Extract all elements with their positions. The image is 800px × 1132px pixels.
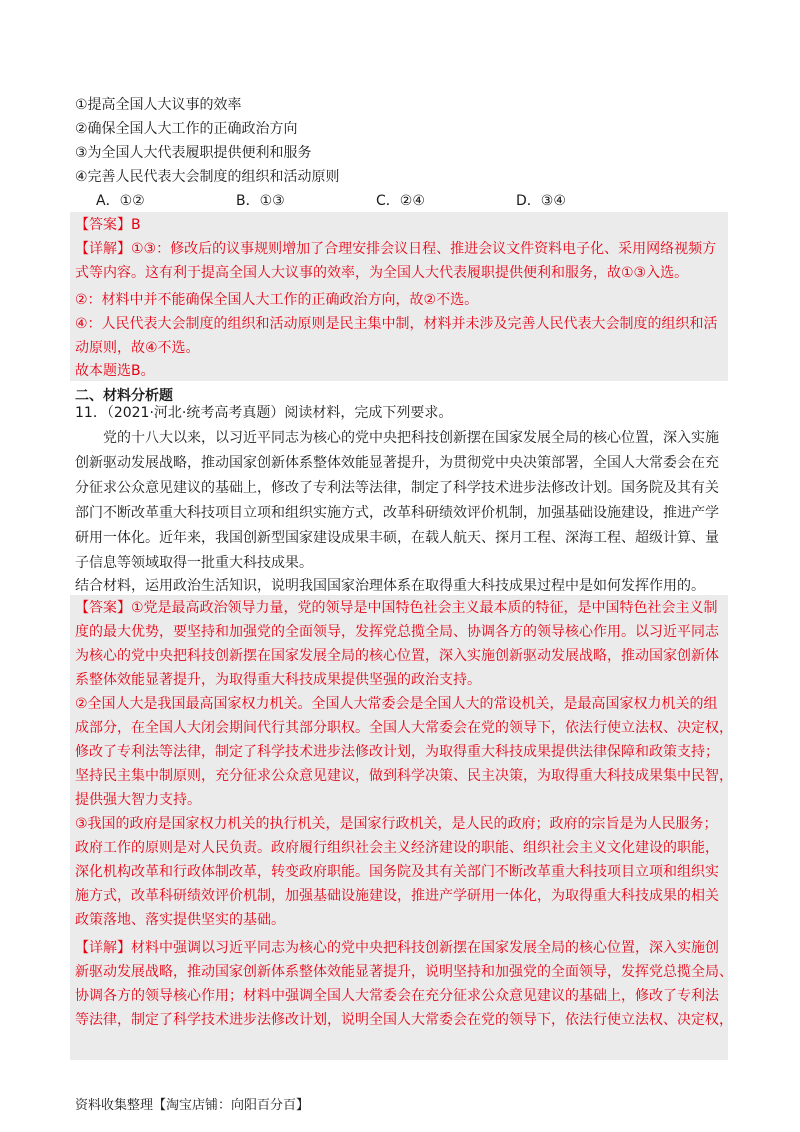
answer-2-line: 等法律，制定了科学技术进步法修改计划，说明全国人大常委会在党的领导下，依法行使立法权、决定权，: [75, 1012, 733, 1028]
detail-1-line: ④：人民代表大会制度的组织和活动原则是民主集中制，材料并未涉及完善人民代表大会制度的组织和活: [75, 316, 718, 332]
choice-row: [96, 191, 656, 211]
material-line: 分征求公众意见建议的基础上，修改了专利法等法律，制定了科学技术进步法修改计划。国务院及其有关: [75, 480, 719, 496]
answer-2-line: 坚持民主集中制原则，充分征求公众意见建议，做到科学决策、民主决策，为取得重大科技成果集中民智，: [75, 768, 733, 784]
material-line: 研用一体化。近年来，我国创新型国家建设成果丰硕，在载人航天、探月工程、深海工程、超级计算、量: [75, 530, 719, 546]
answer-2-line: 提供强大智力支持。: [75, 792, 201, 808]
detail-1-line: ②：材料中并不能确保全国人大工作的正确政治方向，故②不选。: [75, 292, 479, 308]
answer-2-line: 施方式，改革科研绩效评价机制，加强基础设施建设，推进产学研用一体化，为取得重大科技成果的相关: [75, 888, 719, 904]
answer-2-line: 【答案】①党是最高政治领导力量，党的领导是中国特色社会主义最本质的特征，是中国特色社会主义制: [75, 600, 718, 616]
page-footer: 资料收集整理【淘宝店铺：向阳百分百】: [75, 1098, 310, 1113]
question-prompt: 结合材料，运用政治生活知识，说明我国国家治理体系在取得重大科技成果过程中是如何发挥作用的。: [75, 578, 705, 594]
answer-2-line: 协调各方的领导核心作用；材料中强调全国人大常委会在充分征求公众意见建议的基础上，修改了专利法: [75, 988, 719, 1004]
section-heading: 二、材料分析题: [75, 388, 173, 404]
material-line: 党的十八大以来，以习近平同志为核心的党中央把科技创新摆在国家发展全局的核心位置，深入实施: [103, 430, 719, 446]
material-line: 部门不断改革重大科技项目立项和组织实施方式，改革科研绩效评价机制，加强基础设施建设，推进产学: [75, 505, 719, 521]
material-line: 子信息等领域取得一批重大科技成果。: [75, 555, 313, 571]
answer-2-line: 深化机构改革和行政体制改革，转变政府职能。国务院及其有关部门不断改革重大科技项目立项和组织实: [75, 864, 719, 880]
answer-2-line: 修改了专利法等法律，制定了科学技术进步法修改计划，为取得重大科技成果提供法律保障和政策支持；: [75, 744, 719, 760]
question-stem: 11．（2021·河北·统考高考真题）阅读材料，完成下列要求。: [75, 405, 453, 421]
answer-2-line: 成部分，在全国人大闭会期间代行其部分职权。全国人大常委会在党的领导下，依法行使立法权、决定权，: [75, 720, 733, 736]
option-2: ②确保全国人大工作的正确政治方向: [75, 121, 298, 137]
detail-1-line: 动原则，故④不选。: [75, 340, 200, 356]
choice-d: D．③④: [516, 193, 566, 209]
material-line: 创新驱动发展战略，推动国家创新体系整体效能显著提升，为贯彻党中央决策部署，全国人大常委会在充: [75, 455, 719, 471]
option-1: ①提高全国人大议事的效率: [75, 97, 242, 113]
detail-1-line: 式等内容。这有利于提高全国人大议事的效率，为全国人大代表履职提供便利和服务，故①③入选。: [75, 265, 689, 281]
answer-1-label: 【答案】B: [75, 217, 141, 233]
choice-c: C．②④: [376, 193, 425, 209]
answer-2-line: ③我国的政府是国家权力机关的执行机关，是国家行政机关，是人民的政府；政府的宗旨是为人民服务；: [75, 816, 718, 832]
option-4: ④完善人民代表大会制度的组织和活动原则: [75, 169, 340, 185]
choice-a: A．①②: [96, 193, 145, 209]
answer-2-line: 【详解】材料中强调以习近平同志为核心的党中央把科技创新摆在国家发展全局的核心位置，深入实施创: [75, 940, 719, 956]
answer-2-line: 为核心的党中央把科技创新摆在国家发展全局的核心位置，深入实施创新驱动发展战略，推动国家创新体: [75, 648, 719, 664]
answer-2-line: 政府工作的原则是对人民负责。政府履行组织社会主义经济建设的职能、组织社会主义文化建设的职能，: [75, 840, 719, 856]
option-3: ③为全国人大代表履职提供便利和服务: [75, 145, 312, 161]
answer-2-line: 系整体效能显著提升，为取得重大科技成果提供坚强的政治支持。: [75, 672, 481, 688]
answer-2-line: 度的最大优势，要坚持和加强党的全面领导，发挥党总揽全局、协调各方的领导核心作用。以习近平同志: [75, 624, 719, 640]
answer-2-line: 新驱动发展战略，推动国家创新体系整体效能显著提升，说明坚持和加强党的全面领导，发挥党总揽全局、: [75, 964, 733, 980]
answer-2-line: 政策落地、落实提供坚实的基础。: [75, 912, 285, 928]
detail-1-line: 【详解】①③：修改后的议事规则增加了合理安排会议日程、推进会议文件资料电子化、采用网络视频方: [75, 241, 717, 257]
answer-2-line: ②全国人大是我国最高国家权力机关。全国人大常委会是全国人大的常设机关，是最高国家权力机关的组: [75, 696, 718, 712]
choice-b: B．①③: [236, 193, 285, 209]
detail-1-line: 故本题选B。: [75, 363, 155, 379]
